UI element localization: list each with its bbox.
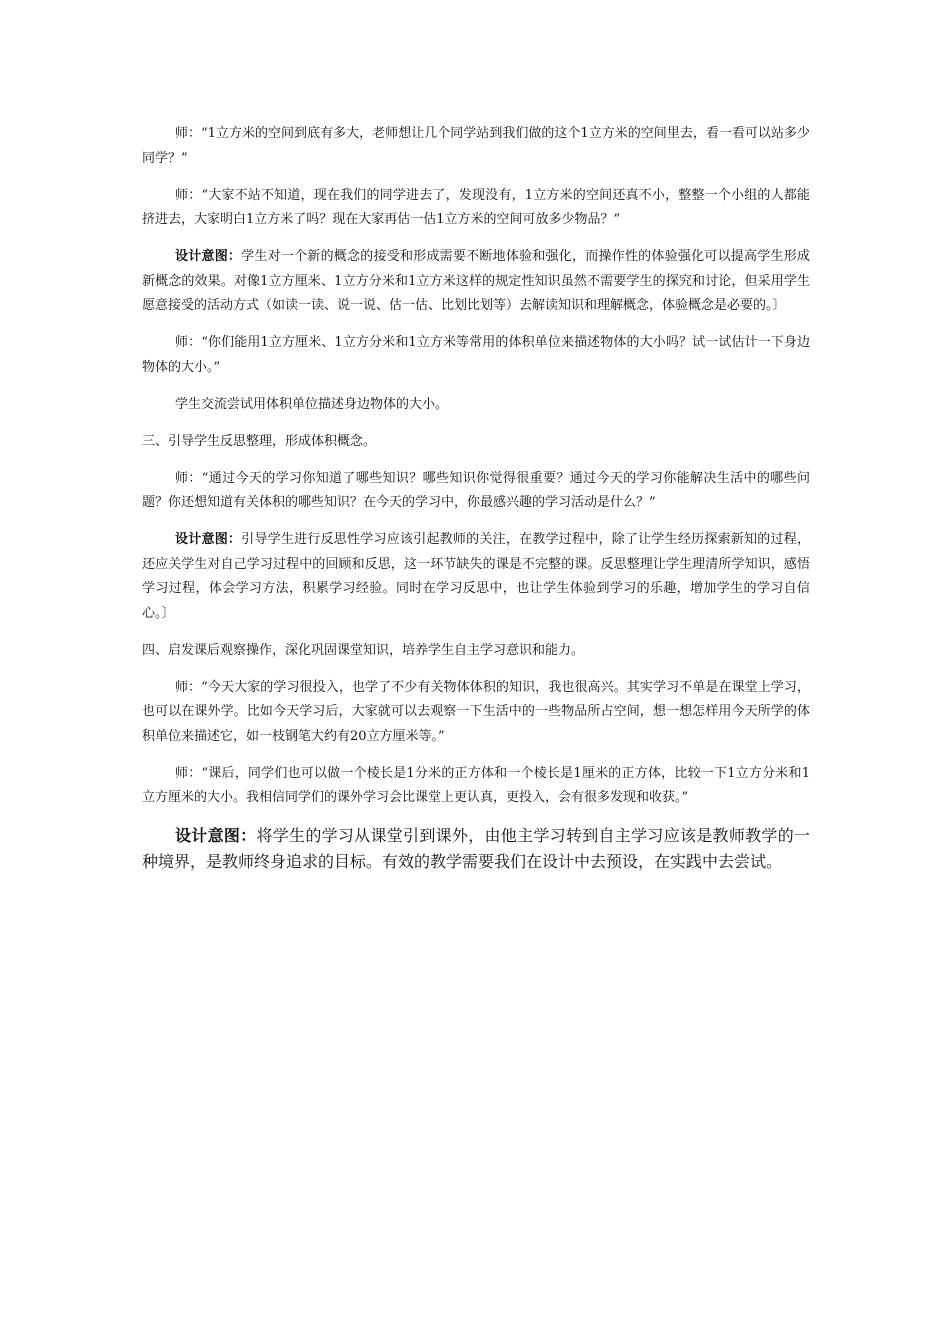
design-intent-label: 设计意图：	[175, 249, 242, 264]
design-intent-text: 引导学生进行反思性学习应该引起教师的关注，在教学过程中，除了让学生经历探索新知的过程，还应关学生对自己学习过程中的回顾和反思，这一环节缺失的课是不完整的课。反思整理让学生理清所学知识，感悟学习过程，体会学习方法，积累学习经验。同时在学习反思中，也让学生体验到学习的乐趣，增加学生的学习自信心。〕	[142, 532, 810, 621]
teacher-paragraph: 师：“1立方米的空间到底有多大，老师想让几个同学站到我们做的这个1立方米的空间里去，看一看可以站多少同学？”	[142, 126, 810, 166]
final-design-intent-paragraph	[142, 823, 810, 875]
design-intent-label: 设计意图：	[175, 532, 242, 547]
design-intent-text: 将学生的学习从课堂引到课外，由他主学习转到自主学习应该是教师教学的一种境界，是教师终身追求的目标。有效的教学需要我们在设计中去预设，在实践中去尝试。	[142, 826, 810, 871]
design-intent-paragraph	[142, 245, 810, 319]
student-paragraph: 学生交流尝试用体积单位描述身边物体的大小。	[175, 396, 449, 412]
design-intent-paragraph	[142, 528, 810, 626]
teacher-paragraph: 师：“今天大家的学习很投入，也学了不少有关物体体积的知识，我也很高兴。其实学习不单是在课堂上学习，也可以在课外学。比如今天学习后，大家就可以去观察一下生活中的一些物品所占空间，想一想怎样用今天所学的体积单位来描述它，如一枝钢笔大约有20立方厘米等。”	[142, 679, 810, 744]
design-intent-text: 学生对一个新的概念的接受和形成需要不断地体验和强化，而操作性的体验强化可以提高学生形成新概念的效果。对像1立方厘米、1立方分米和1立方米这样的规定性知识虽然不需要学生的探究和讨论，但采用学生愿意接受的活动方式（如读一读、说一说、估一估、比划比划等）去解读知识和理解概念，体验概念是必要的。〕	[142, 249, 810, 313]
teacher-paragraph: 师：“课后，同学们也可以做一个棱长是1分米的正方体和一个棱长是1厘米的正方体，比较一下1立方分米和1立方厘米的大小。我相信同学们的课外学习会比课堂上更认真，更投入，会有很多发现和收获。”	[142, 765, 810, 805]
teacher-paragraph: 师：“通过今天的学习你知道了哪些知识？哪些知识你觉得很重要？通过今天的学习你能解决生活中的哪些问题？你还想知道有关体积的哪些知识？在今天的学习中，你最感兴趣的学习活动是什么？”	[142, 470, 810, 510]
teacher-paragraph: 师：“你们能用1立方厘米、1立方分米和1立方米等常用的体积单位来描述物体的大小吗？试一试估计一下身边物体的大小。”	[142, 335, 810, 375]
section-heading: 四、启发课后观察操作，深化巩固课堂知识，培养学生自主学习意识和能力。	[142, 642, 585, 658]
section-heading: 三、引导学生反思整理，形成体积概念。	[142, 433, 377, 449]
design-intent-label: 设计意图：	[175, 826, 257, 845]
document-page	[142, 122, 810, 875]
teacher-paragraph: 师：“大家不站不知道，现在我们的同学进去了，发现没有，1立方米的空间还真不小，整整一个小组的人都能挤进去，大家明白1立方米了吗？现在大家再估一估1立方米的空间可放多少物品？”	[142, 187, 810, 227]
